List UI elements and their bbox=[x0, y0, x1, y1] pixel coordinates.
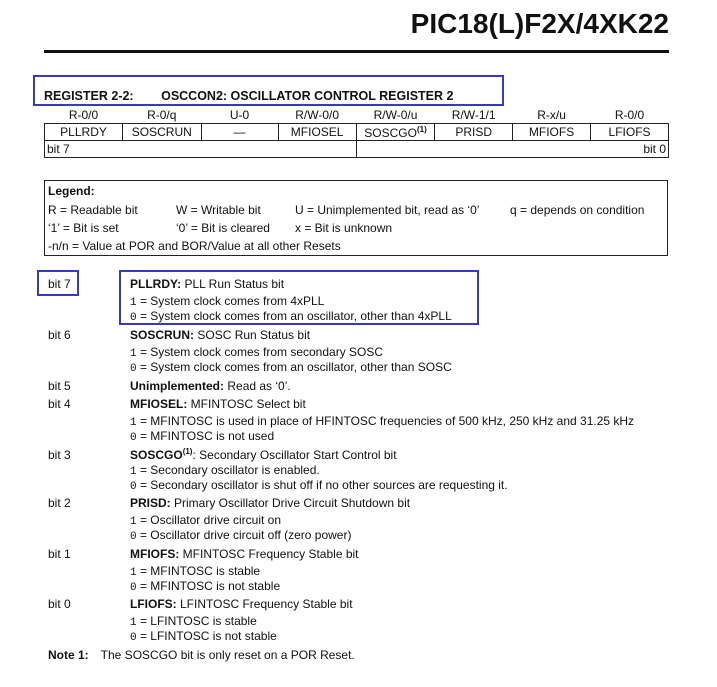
bit-value-line: 1 = System clock comes from 4xPLL bbox=[130, 294, 325, 309]
access-cell: R/W-0/u bbox=[356, 107, 435, 124]
legend-q: q = depends on condition bbox=[510, 203, 645, 217]
access-cell: R-0/0 bbox=[591, 107, 669, 124]
bit-label: bit 3 bbox=[48, 448, 71, 462]
bit-heading: PRISD: Primary Oscillator Drive Circuit Shutdown bit bbox=[130, 496, 411, 510]
access-row bbox=[45, 107, 669, 124]
bit-value-line: 1 = Oscillator drive circuit on bbox=[130, 513, 282, 528]
bit-label: bit 5 bbox=[48, 379, 71, 393]
lsb-label: bit 0 bbox=[356, 141, 668, 158]
bit-value-line: 1 = System clock comes from secondary SOSC bbox=[130, 345, 384, 360]
register-title bbox=[44, 89, 453, 103]
bit-name-row bbox=[45, 124, 669, 141]
bit-heading: SOSCRUN: SOSC Run Status bit bbox=[130, 328, 311, 342]
bit-name-cell: MFIOFS bbox=[513, 124, 591, 141]
bit-value-line: 0 = MFINTOSC is not stable bbox=[130, 579, 281, 594]
header-rule bbox=[44, 50, 669, 53]
footnote-label: Note 1: bbox=[48, 648, 89, 662]
bit-name-cell: SOSCGO$^{(1)}$ bbox=[356, 124, 435, 141]
bit-heading: MFIOSEL: MFINTOSC Select bit bbox=[130, 397, 306, 411]
bit-label: bit 7 bbox=[48, 277, 71, 291]
register-id: REGISTER 2-2: bbox=[44, 89, 134, 103]
bit-value-line: 1 = Secondary oscillator is enabled. bbox=[130, 463, 320, 478]
access-cell: R/W-0/0 bbox=[278, 107, 356, 124]
msb-label: bit 7 bbox=[45, 141, 357, 158]
legend-w: W = Writable bit bbox=[176, 203, 261, 217]
legend-heading: Legend: bbox=[48, 184, 95, 198]
bit-label: bit 0 bbox=[48, 597, 71, 611]
register-table bbox=[44, 107, 669, 158]
bit-value-line: 0 = Secondary oscillator is shut off if no other sources are requesting it. bbox=[130, 478, 508, 493]
footnote bbox=[48, 648, 355, 662]
bit-value-line: 0 = Oscillator drive circuit off (zero power) bbox=[130, 528, 352, 543]
footnote-text: The SOSCGO bit is only reset on a POR Reset. bbox=[100, 648, 355, 662]
bit-value-line: 1 = MFINTOSC is stable bbox=[130, 564, 261, 579]
bit-value-line: 0 = LFINTOSC is not stable bbox=[130, 629, 277, 644]
bit-name-cell: PRISD bbox=[435, 124, 513, 141]
bit-label: bit 4 bbox=[48, 397, 71, 411]
page-title: PIC18(L)F2X/4XK22 bbox=[410, 8, 669, 39]
access-cell: U-0 bbox=[201, 107, 278, 124]
bit-label: bit 2 bbox=[48, 496, 71, 510]
bit-heading: PLLRDY: PLL Run Status bit bbox=[130, 277, 285, 291]
bit-heading: LFIOFS: LFINTOSC Frequency Stable bit bbox=[130, 597, 353, 611]
bit-name-cell: PLLRDY bbox=[45, 124, 123, 141]
legend-zero: ‘0’ = Bit is cleared bbox=[176, 221, 270, 235]
bit-label: bit 6 bbox=[48, 328, 71, 342]
bit-name-cell: SOSCRUN bbox=[123, 124, 201, 141]
access-cell: R/W-1/1 bbox=[435, 107, 513, 124]
access-cell: R-0/0 bbox=[45, 107, 123, 124]
legend-u: U = Unimplemented bit, read as ‘0’ bbox=[295, 203, 480, 217]
bit-value-line: 1 = MFINTOSC is used in place of HFINTOSC frequencies of 500 kHz, 250 kHz and 31.25 kHz bbox=[130, 414, 635, 429]
bit-heading: SOSCGO$^{(1)}$: Secondary Oscillator Start Control bit bbox=[130, 447, 397, 462]
bit-name-cell: LFIOFS bbox=[591, 124, 669, 141]
register-name: OSCCON2: OSCILLATOR CONTROL REGISTER 2 bbox=[161, 89, 454, 103]
legend-box bbox=[44, 180, 668, 256]
bit-value-line: 0 = System clock comes from an oscillator, other than SOSC bbox=[130, 360, 452, 375]
access-cell: R-x/u bbox=[513, 107, 591, 124]
footnote-ref: (1) bbox=[416, 124, 427, 134]
bit-value-line: 0 = System clock comes from an oscillator, other than 4xPLL bbox=[130, 309, 452, 324]
bit-heading: Unimplemented: Read as ‘0’. bbox=[130, 379, 291, 393]
legend-r: R = Readable bit bbox=[48, 203, 138, 217]
bit-heading: MFIOFS: MFINTOSC Frequency Stable bit bbox=[130, 547, 359, 561]
bit-value-line: 1 = LFINTOSC is stable bbox=[130, 614, 257, 629]
legend-x: x = Bit is unknown bbox=[295, 221, 393, 235]
legend-one: ‘1’ = Bit is set bbox=[48, 221, 119, 235]
bit-name-cell: — bbox=[201, 124, 278, 141]
bit-name-cell: MFIOSEL bbox=[278, 124, 356, 141]
bit-position-row bbox=[45, 141, 669, 158]
access-cell: R-0/q bbox=[123, 107, 201, 124]
footnote-ref: (1) bbox=[182, 447, 193, 456]
bit-label: bit 1 bbox=[48, 547, 71, 561]
legend-por: -n/n = Value at POR and BOR/Value at all other Resets bbox=[48, 239, 341, 253]
bit-value-line: 0 = MFINTOSC is not used bbox=[130, 429, 275, 444]
